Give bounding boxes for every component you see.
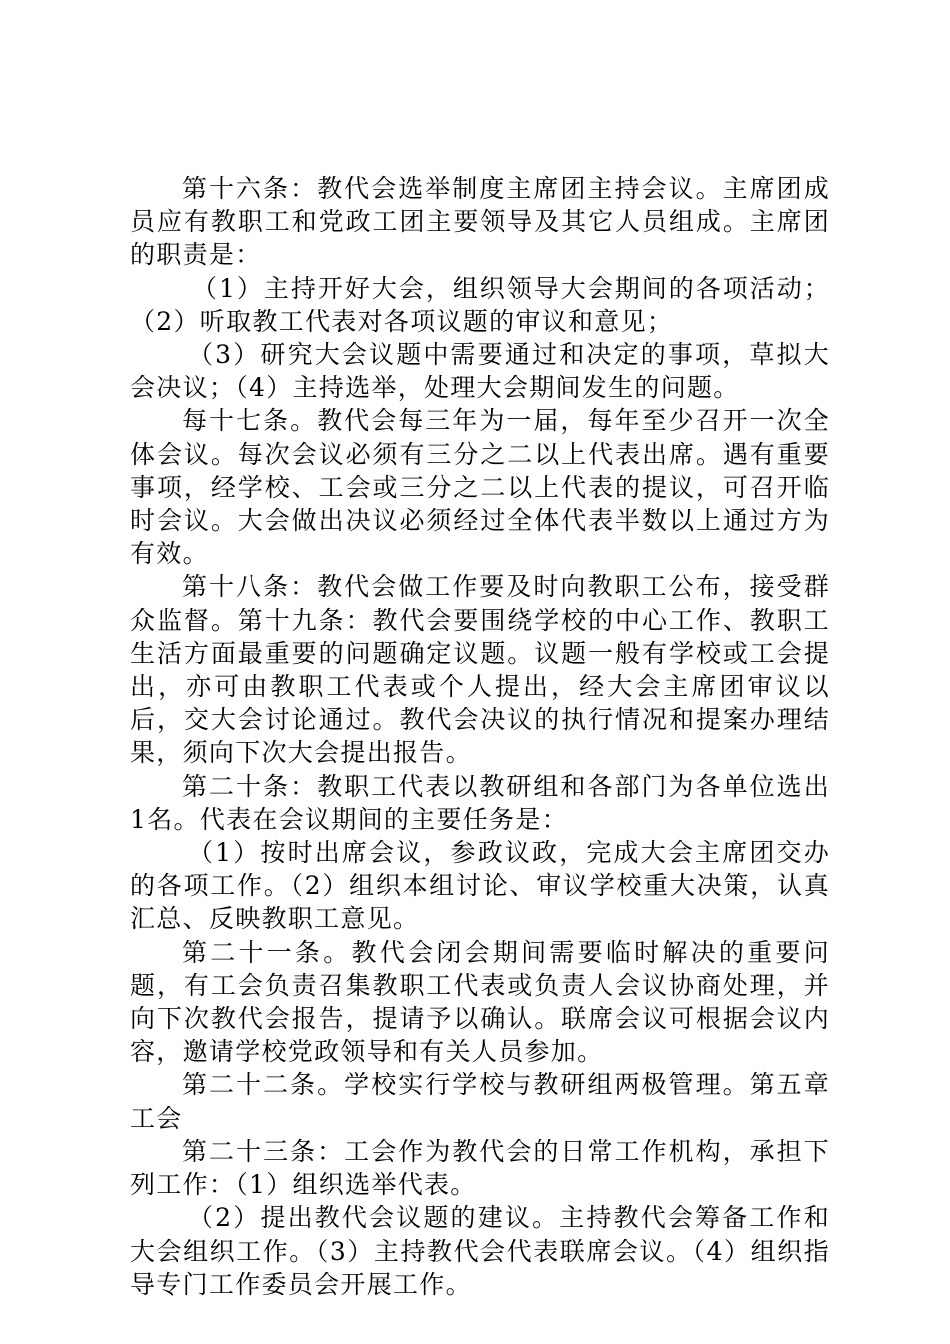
paragraph-article-17: 每十七条。教代会每三年为一届，每年至少召开一次全体会议。每次会议必须有三分之二以上代表出席。遇有重要事项，经学校、工会或三分之二以上代表的提议，可召开临时会议。大会做出决议必须经过全体代表半数以上通过方为有效。 xyxy=(130,406,830,569)
document-body xyxy=(130,172,830,1301)
paragraph-representative-tasks: （1）按时出席会议，参政议政，完成大会主席团交办的各项工作。（2）组织本组讨论、审议学校重大决策，认真汇总、反映教职工意见。 xyxy=(130,838,830,934)
paragraph-presidium-duties-1: （1）主持开好大会，组织领导大会期间的各项活动；（2）听取教工代表对各项议题的审议和意见； xyxy=(130,273,830,336)
paragraph-union-duties: （2）提出教代会议题的建议。主持教代会筹备工作和大会组织工作。（3）主持教代会代表联席会议。（4）组织指导专门工作委员会开展工作。 xyxy=(130,1203,830,1299)
paragraph-article-23: 第二十三条：工会作为教代会的日常工作机构，承担下列工作：（1）组织选举代表。 xyxy=(130,1136,830,1200)
paragraph-article-20: 第二十条：教职工代表以教研组和各部门为各单位选出1名。代表在会议期间的主要任务是： xyxy=(130,771,830,834)
paragraph-presidium-duties-2: （3）研究大会议题中需要通过和决定的事项，草拟大会决议；（4）主持选举，处理大会期间发生的问题。 xyxy=(130,340,830,403)
paragraph-article-16: 第十六条：教代会选举制度主席团主持会议。主席团成员应有教职工和党政工团主要领导及其它人员组成。主席团的职责是： xyxy=(130,174,830,270)
paragraph-article-21: 第二十一条。教代会闭会期间需要临时解决的重要问题，有工会负责召集教职工代表或负责人会议协商处理，并向下次教代会报告，提请予以确认。联席会议可根据会议内容，邀请学校党政领导和有关人员参加。 xyxy=(130,937,830,1067)
paragraph-article-22: 第二十二条。学校实行学校与教研组两极管理。第五章工会 xyxy=(130,1070,830,1133)
paragraph-article-18-19: 第十八条：教代会做工作要及时向教职工公布，接受群众监督。第十九条：教代会要围绕学校的中心工作、教职工生活方面最重要的问题确定议题。议题一般有学校或工会提出，亦可由教职工代表或个人提出，经大会主席团审议以后，交大会讨论通过。教代会决议的执行情况和提案办理结果，须向下次大会提出报告。 xyxy=(130,572,830,768)
